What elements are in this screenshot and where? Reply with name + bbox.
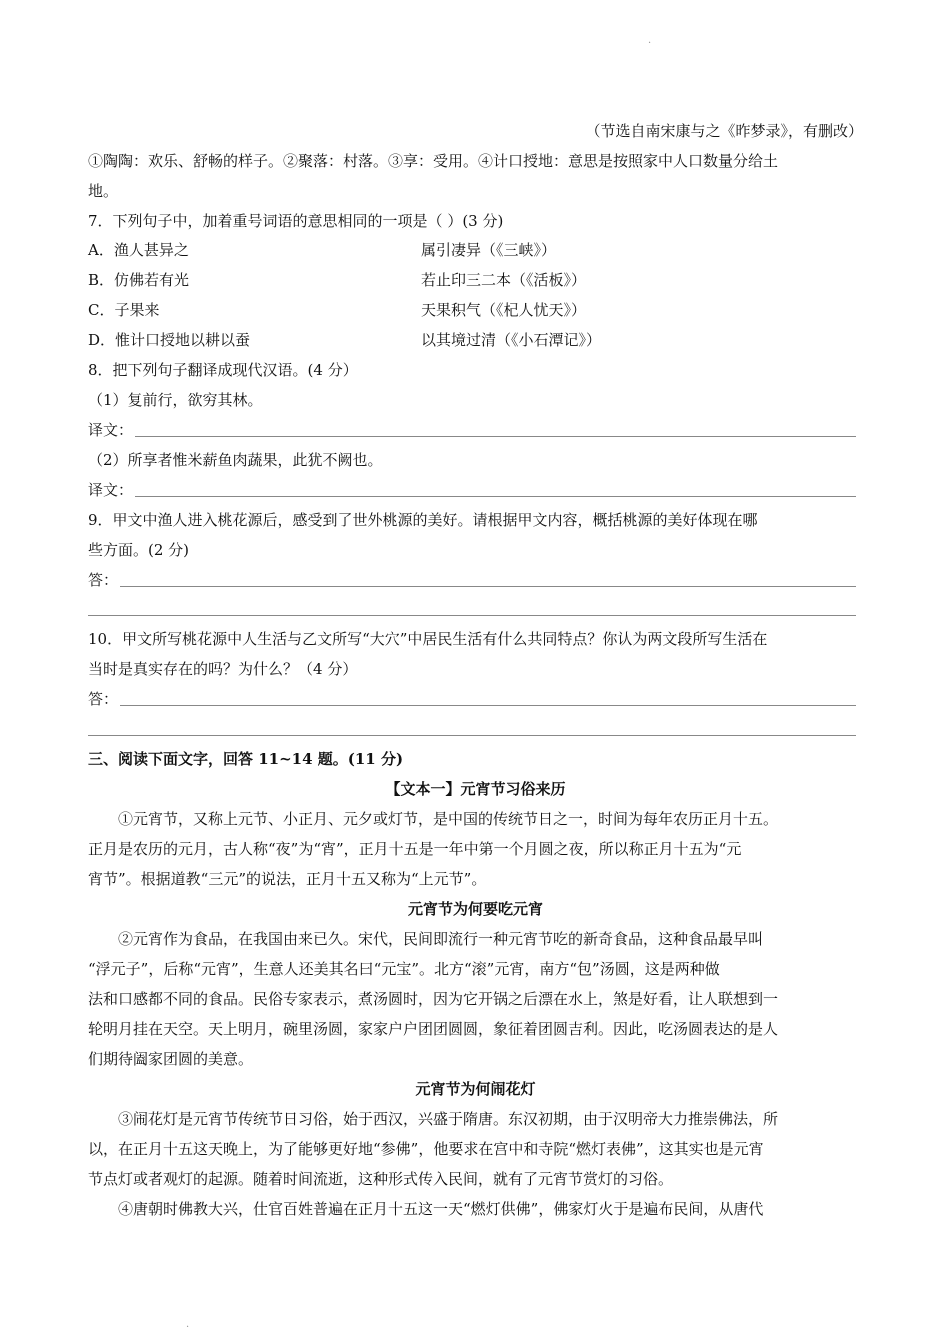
paragraph-line: ①元宵节，又称上元节、小正月、元夕或灯节，是中国的传统节日之一，时间为每年农历正月十五。 bbox=[118, 810, 779, 828]
answer-line[interactable] bbox=[88, 735, 856, 736]
answer-line[interactable] bbox=[120, 705, 856, 706]
scan-dot: · bbox=[648, 38, 652, 49]
option-c-left: C．子果来 bbox=[88, 301, 160, 319]
option-c bbox=[88, 300, 863, 320]
paragraph-line: 轮明月挂在天空。天上明月，碗里汤圆，家家户户团团圆圆，象征着团圆吉利。因此，吃汤圆表达的是人 bbox=[88, 1020, 779, 1038]
answer-line[interactable] bbox=[120, 586, 856, 587]
question-10-line: 10．甲文所写桃花源中人生活与乙文所写“大穴”中居民生活有什么共同特点？你认为两文段所写生活在 bbox=[88, 630, 768, 648]
document-page bbox=[88, 0, 863, 1344]
footnote-line: ①陶陶：欢乐、舒畅的样子。②聚落：村落。③享：受用。④计口授地：意思是按照家中人口数量分给土 bbox=[88, 152, 779, 170]
paragraph-line: ②元宵作为食品，在我国由来已久。宋代，民间即流行一种元宵节吃的新奇食品，这种食品最早叫 bbox=[118, 930, 764, 948]
option-b bbox=[88, 270, 863, 290]
answer-label: 译文： bbox=[88, 481, 134, 499]
question-8-sentence-1: （1）复前行，欲穷其林。 bbox=[88, 391, 263, 409]
text-title: 【文本一】元宵节习俗来历 bbox=[385, 780, 566, 798]
question-9-line: 9．甲文中渔人进入桃花源后，感受到了世外桃源的美好。请根据甲文内容，概括桃源的美好体现在哪 bbox=[88, 511, 758, 529]
paragraph-line: 们期待阖家团圆的美意。 bbox=[88, 1050, 254, 1068]
option-d-left: D．惟计口授地以耕以蚕 bbox=[88, 331, 251, 349]
answer-line[interactable] bbox=[135, 436, 856, 437]
answer-line[interactable] bbox=[135, 496, 856, 497]
question-9-line: 些方面。(2 分) bbox=[88, 541, 190, 559]
answer-label: 译文： bbox=[88, 421, 134, 439]
paragraph-line: “浮元子”，后称“元宵”，生意人还美其名曰“元宝”。北方“滚”元宵，南方“包”汤圆，这是两种做 bbox=[88, 960, 720, 978]
question-8-stem: 8．把下列句子翻译成现代汉语。(4 分） bbox=[88, 361, 358, 379]
option-b-right: 若止印三二本（《活板》） bbox=[421, 271, 587, 289]
paragraph-line: 以，在正月十五这天晚上，为了能够更好地“参佛”，他要求在宫中和寺院“燃灯表佛”，这其实也是元宵 bbox=[88, 1140, 764, 1158]
subheading: 元宵节为何闹花灯 bbox=[415, 1080, 536, 1098]
paragraph-line: 法和口感都不同的食品。民俗专家表示，煮汤圆时，因为它开锅之后漂在水上，煞是好看，让人联想到一 bbox=[88, 990, 779, 1008]
paragraph-line: ④唐朝时佛教大兴，仕官百姓普遍在正月十五这一天“燃灯供佛”，佛家灯火于是遍布民间，从唐代 bbox=[118, 1200, 764, 1218]
option-c-right: 天果积气（《杞人忧天》） bbox=[421, 301, 587, 319]
paragraph-line: 节点灯或者观灯的起源。随着时间流逝，这种形式传入民间，就有了元宵节赏灯的习俗。 bbox=[88, 1170, 674, 1188]
option-b-left: B．仿佛若有光 bbox=[88, 271, 190, 289]
option-a-right: 属引凄异（《三峡》） bbox=[421, 241, 557, 259]
section-heading: 三、阅读下面文字，回答 11~14 题。(11 分) bbox=[88, 750, 404, 768]
answer-line[interactable] bbox=[88, 615, 856, 616]
question-7-stem: 7．下列句子中，加着重号词语的意思相同的一项是（ ）(3 分) bbox=[88, 212, 504, 230]
question-10-line: 当时是真实存在的吗？为什么？（4 分） bbox=[88, 660, 358, 678]
source-note: （节选自南宋康与之《昨梦录》，有删改） bbox=[585, 122, 863, 140]
option-a-left: A．渔人甚异之 bbox=[88, 241, 189, 259]
footnote-line: 地。 bbox=[88, 182, 119, 200]
option-d bbox=[88, 330, 863, 350]
question-8-sentence-2: （2）所享者惟米薪鱼肉蔬果，此犹不阙也。 bbox=[88, 451, 383, 469]
paragraph-line: 正月是农历的元月，古人称“夜”为“宵”，正月十五是一年中第一个月圆之夜，所以称正月十五为“元 bbox=[88, 840, 742, 858]
scan-dot: · bbox=[186, 1322, 190, 1333]
option-a bbox=[88, 240, 863, 260]
paragraph-line: 宵节”。根据道教“三元”的说法，正月十五又称为“上元节”。 bbox=[88, 870, 487, 888]
answer-label: 答： bbox=[88, 571, 119, 589]
option-d-right: 以其境过清（《小石潭记》） bbox=[421, 331, 602, 349]
subheading: 元宵节为何要吃元宵 bbox=[407, 900, 543, 918]
paragraph-line: ③闹花灯是元宵节传统节日习俗，始于西汉，兴盛于隋唐。东汉初期，由于汉明帝大力推崇佛法，所 bbox=[118, 1110, 779, 1128]
answer-label: 答： bbox=[88, 690, 119, 708]
